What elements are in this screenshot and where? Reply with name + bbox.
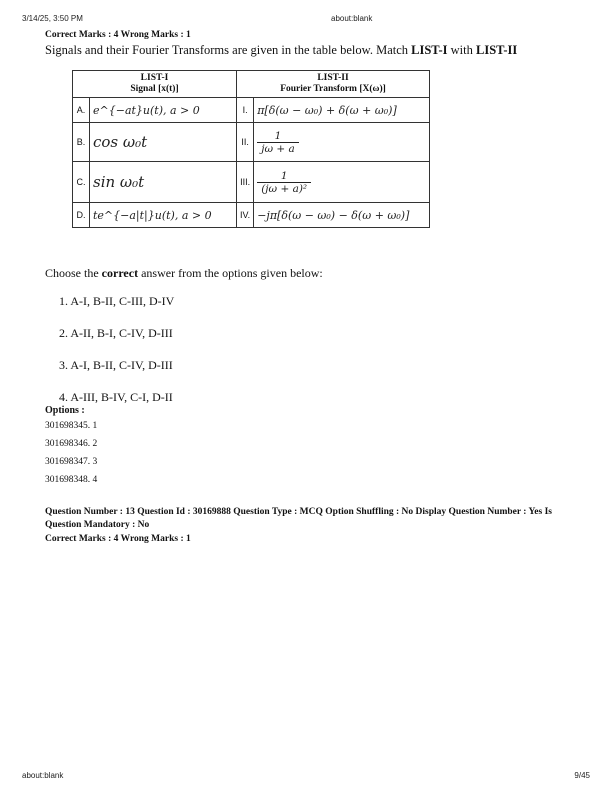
row-label-b: B.	[73, 123, 90, 162]
signal-c-text: sin ω₀t	[93, 173, 145, 191]
print-url: about:blank	[331, 14, 373, 23]
footer-url: about:blank	[22, 771, 64, 780]
list2-header	[237, 71, 430, 98]
transform-iv	[254, 203, 430, 228]
row-label-iii: III.	[237, 162, 254, 203]
choose-pre: Choose the	[45, 266, 102, 280]
signal-d	[90, 203, 237, 228]
transform-ii-fraction	[257, 130, 299, 155]
list2-subtitle: Fourier Transform [X(ω)]	[280, 84, 386, 94]
print-datetime: 3/14/25, 3:50 PM	[22, 14, 83, 23]
signal-a-text: e^{−at}u(t), a > 0	[93, 103, 200, 117]
transform-iii-denominator: (jω + a)²	[257, 182, 311, 195]
answer-option-1[interactable]: 1. A-I, B-II, C-III, D-IV	[59, 294, 175, 308]
page-number: 9/45	[574, 771, 590, 780]
options-label: Options :	[45, 405, 85, 416]
transform-iii-fraction	[257, 170, 311, 195]
choose-instruction	[45, 266, 323, 281]
list1-title: LIST-I	[140, 73, 169, 83]
answer-option-3[interactable]: 3. A-I, B-II, C-IV, D-III	[59, 358, 173, 372]
table-row	[73, 98, 430, 123]
table-row	[73, 123, 430, 162]
list1-ref: LIST-I	[411, 43, 448, 57]
list2-ref: LIST-II	[476, 43, 518, 57]
next-question-marks: Correct Marks : 4 Wrong Marks : 1	[45, 534, 191, 544]
next-question-info: Question Number : 13 Question Id : 30169888 Question Type : MCQ Option Shuffling : No Display Question Number : Yes Is Question Mandatory : No	[45, 507, 552, 530]
signal-c	[90, 162, 237, 203]
row-label-iv: IV.	[237, 203, 254, 228]
question-marks: Correct Marks : 4 Wrong Marks : 1	[45, 30, 191, 40]
signal-a	[90, 98, 237, 123]
transform-i	[254, 98, 430, 123]
signal-b-text: cos ω₀t	[93, 133, 148, 151]
row-label-c: C.	[73, 162, 90, 203]
matching-table	[72, 70, 430, 228]
answer-option-4[interactable]: 4. A-III, B-IV, C-I, D-II	[59, 390, 173, 404]
transform-ii-denominator: jω + a	[257, 142, 299, 155]
transform-iii-numerator: 1	[280, 169, 288, 182]
transform-ii	[254, 123, 430, 162]
transform-iii	[254, 162, 430, 203]
option-id-2: 301698346. 2	[45, 439, 98, 449]
list1-subtitle: Signal [x(t)]	[130, 84, 179, 94]
row-label-a: A.	[73, 98, 90, 123]
list2-title: LIST-II	[317, 73, 349, 83]
choose-post: answer from the options given below:	[138, 266, 323, 280]
option-id-1: 301698345. 1	[45, 421, 98, 431]
transform-ii-numerator: 1	[274, 129, 282, 142]
signal-d-text: te^{−a|t|}u(t), a > 0	[93, 208, 212, 222]
list1-header	[73, 71, 237, 98]
transform-i-text: π[δ(ω − ω₀) + δ(ω + ω₀)]	[257, 103, 397, 117]
question-text-pre: Signals and their Fourier Transforms are given in the table below. Match	[45, 43, 412, 57]
transform-iv-text: −jπ[δ(ω − ω₀) − δ(ω + ω₀)]	[257, 208, 410, 222]
signal-b	[90, 123, 237, 162]
table-row	[73, 162, 430, 203]
question-text	[45, 43, 517, 58]
option-id-3: 301698347. 3	[45, 457, 98, 467]
answer-option-2[interactable]: 2. A-II, B-I, C-IV, D-III	[59, 326, 173, 340]
option-id-4: 301698348. 4	[45, 475, 98, 485]
row-label-i: I.	[237, 98, 254, 123]
choose-bold: correct	[101, 266, 139, 280]
table-row	[73, 203, 430, 228]
row-label-ii: II.	[237, 123, 254, 162]
row-label-d: D.	[73, 203, 90, 228]
question-text-with: with	[447, 43, 476, 57]
